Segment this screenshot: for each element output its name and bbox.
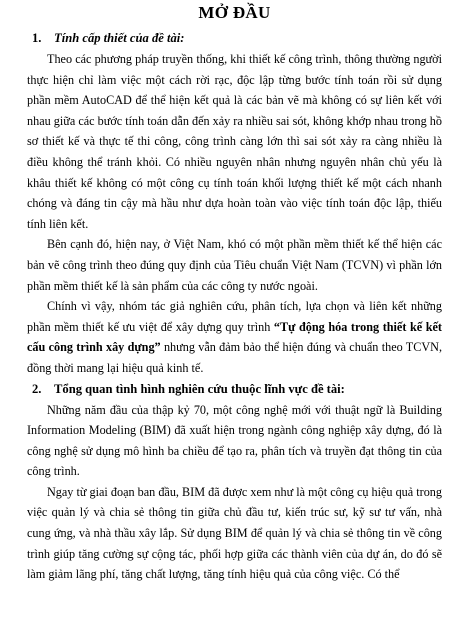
- project-name-emphasis: “Tự động hóa trong thiết kế kết cấu công trình xây dựng”: [27, 319, 442, 355]
- section-1-paragraph-1: Theo các phương pháp truyền thống, khi thiết kế công trình, thông thường người thực hiện chỉ làm việc một cách rời rạc, độc lập từng bước tính toán rồi sử dụng phần mềm AutoCAD để thể hiện kết quả là các bản vẽ mà không có sự liên kết với nhau giữa các bước tính toán dẫn đến xảy ra nhiều sai sót, không khớp nhau trong hồ sơ thiết kế và thực tế thi công, công trình càng lớn thì sai sót xảy ra càng nhiều là điều không thể tránh khỏi. Có nhiều nguyên nhân nhưng nguyên nhân chủ yếu là khâu thiết kế không có một công cụ tính toán khối lượng thiết kế một cách nhanh chóng và đáng tin cậy mà hầu như dựa hoàn toàn vào việc tính toán độc lập, thiếu tính liên kết.: [27, 52, 442, 231]
- section-1-title: Tính cấp thiết của đề tài:: [54, 31, 185, 45]
- section-2-number: 2.: [32, 381, 42, 396]
- section-1-heading: [27, 28, 442, 49]
- section-2-paragraph-2: Ngay từ giai đoạn ban đầu, BIM đã được xem như là một công cụ hiệu quả trong việc quản lý và chia sẻ thông tin giữa chủ đầu tư, kiến trúc sư, kỹ sư tư vấn, nhà cung ứng, và nhà thầu xây lắp. Sử dụng BIM để quản lý và chia sẻ thông tin về công trình giúp tăng cường sự cộng tác, phối hợp giữa các thành viên của dự án, do đó sẽ làm giảm lãng phí, tăng chất lượng, tăng tính hiệu quả của công việc. Có thể: [27, 484, 442, 582]
- section-2-title: Tổng quan tình hình nghiên cứu thuộc lĩnh vực đề tài:: [54, 381, 345, 396]
- section-2-heading: [27, 379, 442, 400]
- section-2-paragraph-1: Những năm đầu của thập kỷ 70, một công nghệ mới với thuật ngữ là Building Information Modeling (BIM) đã xuất hiện trong ngành công nghiệp xây dựng, đó là công nghệ sử dụng mô hình ba chiều để tạo ra, phân tích và truyền đạt thông tin của công trình.: [27, 402, 442, 479]
- section-1-paragraph-3-start: Chính vì vậy, nhóm tác giả nghiên cứu, phân tích, lựa chọn và liên kết những phần mềm thiết kế ưu việt để xây dựng quy trình: [27, 299, 442, 334]
- page-title: MỞ ĐẦU: [198, 3, 271, 22]
- section-1-paragraph-3-end: nhưng vẫn đảm bảo thể hiện đúng và chuẩn theo TCVN, đồng thời mang lại hiệu quả kinh tế.: [27, 340, 443, 375]
- section-1-number: 1.: [32, 31, 42, 45]
- section-1-paragraph-3: [27, 296, 442, 378]
- section-1-paragraph-2: Bên cạnh đó, hiện nay, ở Việt Nam, khó có một phần mềm thiết kế thể hiện các bản vẽ công trình theo đúng quy định của Tiêu chuẩn Việt Nam (TCVN) vì phần lớn phần mềm thiết kế là sản phẩm của các công ty nước ngoài.: [27, 237, 442, 293]
